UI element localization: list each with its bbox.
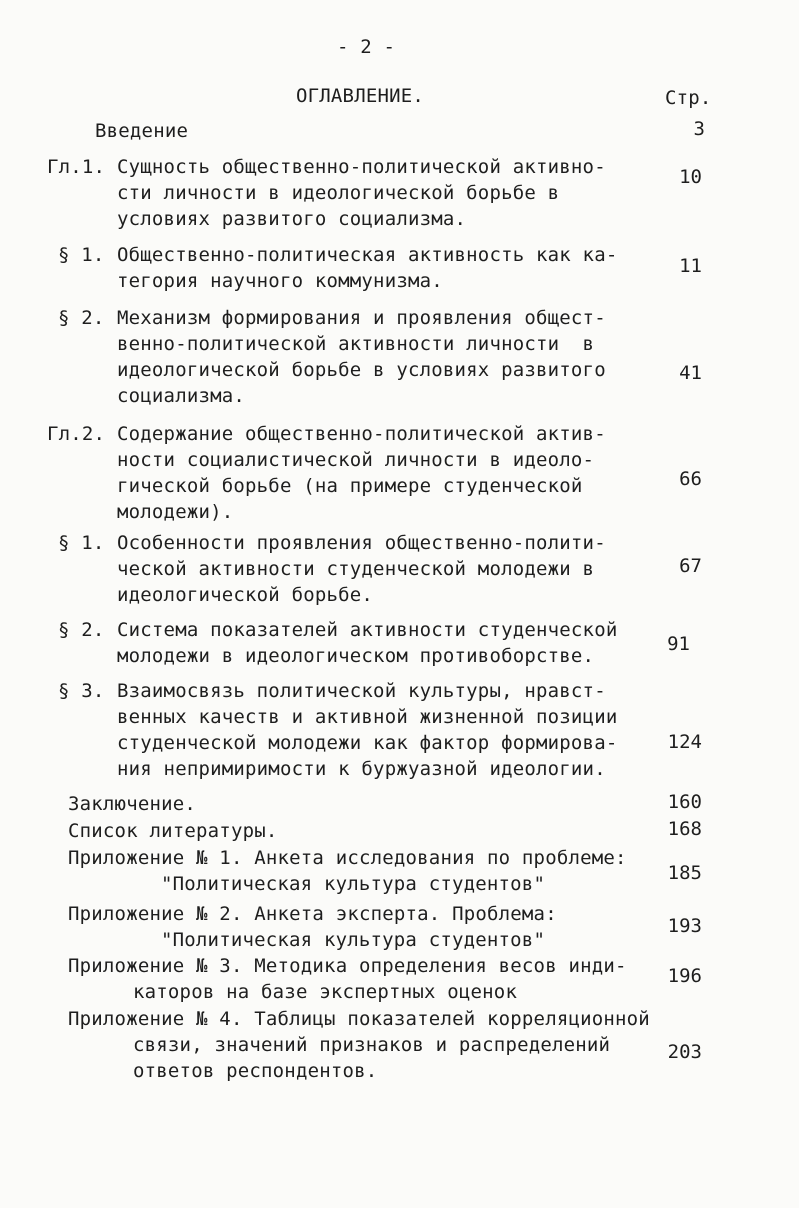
toc-line: "Политическая культура студентов" xyxy=(161,873,546,895)
toc-page-app2: 193 xyxy=(667,915,702,937)
toc-line: идеологической борьбе в условиях развитого xyxy=(117,359,606,381)
toc-line: венных качеств и активной жизненной позиции xyxy=(117,706,618,728)
toc-entry-intro: Введение xyxy=(95,120,189,142)
toc-line: Особенности проявления общественно-полити- xyxy=(117,532,606,554)
toc-page-conclusion: 160 xyxy=(667,791,702,813)
toc-line: условиях развитого социализма. xyxy=(117,208,467,230)
toc-line: связи, значений признаков и распределений xyxy=(133,1034,611,1056)
toc-line: Приложение № 4. Таблицы показателей корреляционной xyxy=(68,1008,650,1030)
section-number: § 1. xyxy=(58,532,105,554)
section-number: § 2. xyxy=(58,619,105,641)
section-number: § 2. xyxy=(58,307,105,329)
toc-line: социализма. xyxy=(117,385,246,407)
toc-line: ния непримиримости к буржуазной идеологии. xyxy=(117,758,606,780)
toc-line: Система показателей активности студенческой xyxy=(117,619,618,641)
chapter-number: Гл.2. xyxy=(47,423,106,445)
toc-line: Содержание общественно-политической актив- xyxy=(117,423,606,445)
toc-page-ch1: 10 xyxy=(679,166,702,188)
toc-line: Сущность общественно-политической активно- xyxy=(117,156,606,178)
toc-page-s2-1: 67 xyxy=(679,555,702,577)
toc-line: Приложение № 2. Анкета эксперта. Проблема: xyxy=(68,903,557,925)
toc-page-ch2: 66 xyxy=(679,468,702,490)
toc-line: идеологической борьбе. xyxy=(117,584,374,606)
toc-page-app3: 196 xyxy=(667,965,702,987)
toc-line: "Политическая культура студентов" xyxy=(161,929,546,951)
toc-page-s2-3: 124 xyxy=(667,731,702,753)
toc-line: каторов на базе экспертных оценок xyxy=(133,981,518,1003)
toc-page-s1-1: 11 xyxy=(679,255,702,277)
toc-line: Приложение № 3. Методика определения весов инди- xyxy=(68,955,627,977)
toc-line: гической борьбе (на примере студенческой xyxy=(117,475,583,497)
toc-line: молодежи). xyxy=(117,501,234,523)
toc-line: сти личности в идеологической борьбе в xyxy=(117,182,560,204)
toc-line: молодежи в идеологическом противоборстве. xyxy=(117,645,595,667)
toc-line: Механизм формирования и проявления общест- xyxy=(117,307,606,329)
chapter-number: Гл.1. xyxy=(47,156,106,178)
toc-line: Взаимосвязь политической культуры, нравст- xyxy=(117,680,606,702)
toc-entry-conclusion: Заключение. xyxy=(68,793,197,815)
toc-line: ности социалистической личности в идеоло- xyxy=(117,449,595,471)
toc-page-s1-2: 41 xyxy=(679,362,702,384)
toc-page-app1: 185 xyxy=(667,862,702,884)
toc-heading: ОГЛАВЛЕНИЕ. xyxy=(296,85,425,107)
section-number: § 3. xyxy=(58,680,105,702)
toc-line: Общественно-политическая активность как ка- xyxy=(117,244,618,266)
toc-line: Приложение № 1. Анкета исследования по проблеме: xyxy=(68,847,627,869)
page-number: - 2 - xyxy=(337,36,396,58)
section-number: § 1. xyxy=(58,244,105,266)
toc-line: тегория научного коммунизма. xyxy=(117,270,443,292)
toc-line: ответов респондентов. xyxy=(133,1060,378,1082)
toc-page-app4: 203 xyxy=(667,1041,702,1063)
toc-line: ческой активности студенческой молодежи в xyxy=(117,558,595,580)
toc-line: венно-политической активности личности в xyxy=(117,333,595,355)
toc-entry-literature: Список литературы. xyxy=(68,820,278,842)
toc-page-s2-2: 91 xyxy=(667,633,690,655)
toc-page-literature: 168 xyxy=(667,818,702,840)
page-column-label: Стр. xyxy=(665,87,712,109)
toc-line: студенческой молодежи как фактор формирова- xyxy=(117,732,618,754)
toc-page-intro: 3 xyxy=(693,118,705,140)
